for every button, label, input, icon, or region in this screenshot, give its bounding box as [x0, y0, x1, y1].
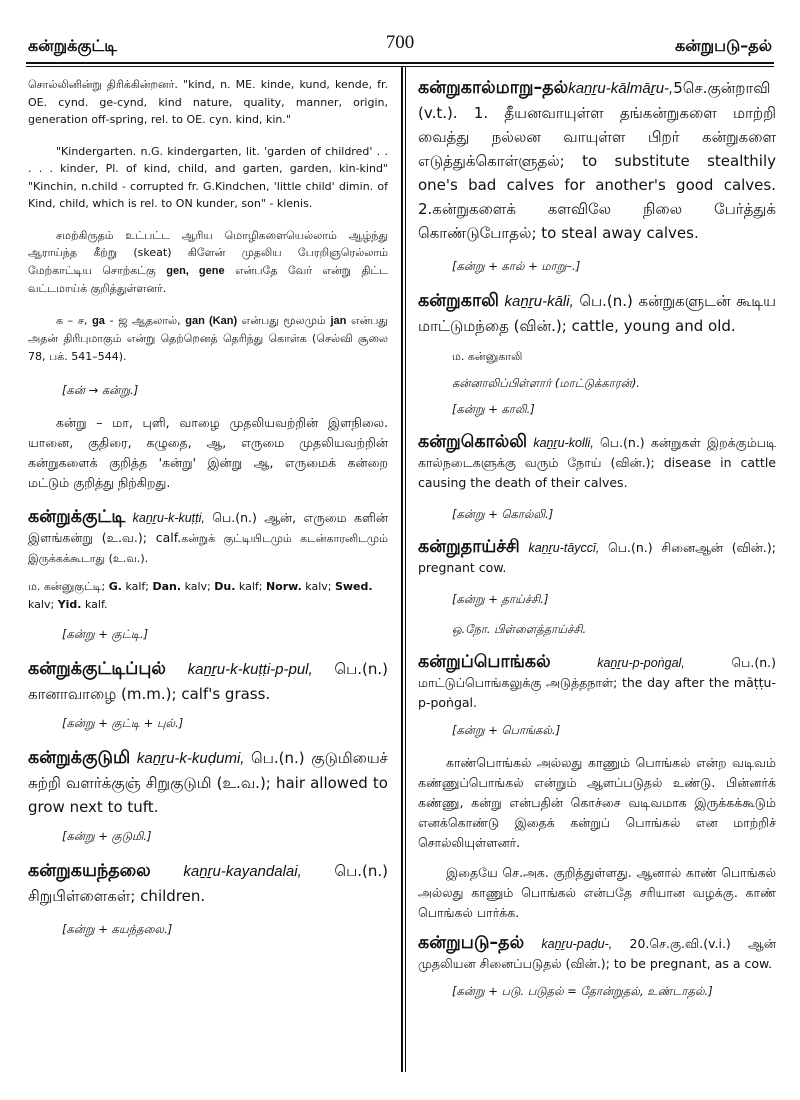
transliteration: kaṉṟu-k-kuḍumi,: [136, 750, 245, 767]
definition: பெ.(n.) சினைஆன் (வின்.); pregnant cow.: [418, 539, 776, 575]
transliteration: kaṉṟu-kolli,: [533, 435, 594, 450]
headword: கன்றுப்பொங்கல்: [418, 651, 551, 672]
etymology-note: [கன்று + கொல்லி.]: [452, 506, 554, 521]
sub-note: கன்னாலிப்பிள்ளார் (மாட்டுக்காரன்).: [452, 375, 640, 390]
entry-kanru-padu-tal: [418, 933, 776, 974]
etymology-note: [கன்று + கயந்தலை.]: [62, 922, 173, 936]
right-column: [418, 76, 776, 1074]
example: கன்றுக் குட்டியிடமும் கடன்காரனிடமும் இருக்கக்கூடாது (உ.வ.).: [28, 532, 388, 565]
etymology-note: [கன்று + குட்டி.]: [62, 627, 149, 641]
definition: 20.செ.கு.வி.(v.i.) ஆன் முதலியன சினைப்படுதல் (வின்.); to be pregnant, as a cow.: [418, 935, 776, 971]
entry-kanru-kali: [418, 289, 776, 338]
headword: கன்றுகாலி: [418, 291, 499, 311]
transliteration: kaṉṟu-kālmāṟu-,: [568, 80, 674, 97]
etymology-note: [கன்று + குட்டி + புல்.]: [62, 716, 184, 730]
sub-note: ஒ.நோ. பிள்ளைத்தாய்ச்சி.: [452, 621, 587, 636]
etymology-note: [கன்று + தாய்ச்சி.]: [452, 591, 549, 606]
etymology-note: [கன்று + காலி.]: [452, 401, 535, 416]
transliteration: kaṉṟu-p-poṅgal,: [597, 655, 685, 670]
cognates: ம. கன்னுகாலி: [452, 350, 523, 363]
left-column: [28, 76, 388, 1074]
transliteration: kaṉṟu-kāli,: [504, 293, 574, 310]
entry-kanru-kalmaru-tal: [418, 76, 776, 245]
header-rule-thin: [26, 66, 774, 67]
transliteration: kaṉṟu-k-kuṭṭi,: [132, 511, 205, 525]
entry-kanru-k-kudumi: [28, 746, 388, 819]
headword: கன்றுக்குடுமி: [28, 748, 131, 768]
running-head-left: கன்றுக்குட்டி: [28, 36, 117, 55]
cognates: ம. கன்னுகுட்டி; G. kalf; Dan. kalv; Du. kalf; Norw. kalv; Swed. kalv; Yid. kalf.: [28, 580, 373, 611]
column-divider-thin: [405, 66, 406, 1072]
transliteration: kaṉṟu-tāyccī,: [528, 540, 600, 555]
headword: கன்றுக்குட்டிப்புல்: [28, 659, 166, 679]
entry-kanru-p-pongal: [418, 652, 776, 713]
transliteration: kaṉṟu-paḍu-,: [541, 936, 613, 951]
entry-kanru-tayccī: [418, 537, 776, 578]
definition: 5செ.குன்றாவி (v.t.). 1. தீயனவாயுள்ள தங்கன்றுகளை மாற்றி வைத்து நல்லன வாயுள்ள பிறர் கன்றுகளை எடுத்துக்கொள்ளுதல்; to substitute stealthily one's bad calves for another's good calves. 2.கன்றுகளைக் களவிலே நிலை பேர்த்துக் கொண்டுபோதல்; to steal away calves.: [418, 79, 776, 242]
etymology-paragraph-1: சொல்லினின்று திரிக்கின்றனர். "kind, n. ME. kinde, kund, kende, fr. OE. cynd. ge-cynd, kind nature, quality, manner, origin, generation off-spring, rel. to OE. cyn. kind, kin.": [28, 78, 388, 126]
etymology-note: [கன்று + கால் + மாறு–.]: [452, 259, 581, 273]
entry-kanru-k-kutti: [28, 507, 388, 568]
etymology-paragraph-3: சமற்கிருதம் உட்பட்ட ஆரிய மொழிகளையெல்லாம் ஆழ்ந்து ஆராய்ந்த கீற்று (skeat) கிளேன் முதலிய பேரறிஞரெல்லாம் மேற்காட்டிய சொற்கட்கு gen, gene என்பதே வேர் என்று திட்ட வட்டமாய்க் குறித்துள்ளனர்.: [28, 228, 388, 295]
definition: பெ.(n.) கன்றுகளுடன் கூடிய மாட்டுமந்தை (வின்.); cattle, young and old.: [418, 292, 776, 335]
etymology-note: [கன்று + குடுமி.]: [62, 829, 152, 843]
usage-paragraph: இதையே செ.அக. குறித்துள்ளது. ஆனால் காண் பொங்கல் அல்லது காணும் பொங்கல் என்பதே சரியான வழக்கு. காண் பொங்கல் பார்க்க.: [418, 864, 776, 920]
headword: கன்றுகொல்லி: [418, 431, 528, 452]
etymology-note: [கன்று + பொங்கல்.]: [452, 722, 561, 737]
usage-paragraph: கன்று – மா, புளி, வாழை முதலியவற்றின் இளநிலை. யானை, குதிரை, கழுதை, ஆ, எருமை முதலியவற்றின் கன்றுகளைக் குறித்த 'கன்று' இன்று ஆ, எருமைக் கன்றை மட்டும் குறித்து நிற்கிறது.: [28, 415, 388, 490]
transliteration: kaṉṟu-kayandalai,: [183, 863, 302, 880]
entry-kanru-k-kutti-p-pul: [28, 657, 388, 706]
definition: பெ.(n.) குடுமியைச் சுற்றி வளர்க்குஞ் சிறுகுடுமி (உ.வ.); hair allowed to grow next to tuft.: [28, 749, 388, 816]
usage-paragraph: காண்பொங்கல் அல்லது காணும் பொங்கல் என்ற வடிவம் கண்ணுப்பொங்கல் என்றும் ஆளப்படுதல் உண்டு. பின்னர்க் கண்ணு, கன்று என்பதின் கொச்சை வடிவமாக இருக்கக்கூடும் எனக்கொண்டு இதைக் கன்றுப் பொங்கல் என மாற்றிச் சொல்லியுள்ளனர்.: [418, 754, 776, 850]
headword: கன்றுகால்மாறு–தல்: [418, 78, 569, 98]
etymology-paragraph-2: "Kindergarten. n.G. kindergarten, lit. 'garden of childred' . . . . . kinder, Pl. of kind, child, and garten, garden, kin-kind" "Kinchin, n.child - corrupted fr. G.Kindchen, 'little child' dimin. of Kind, child, which is rel. to ON kunder, son" - klenis.: [28, 144, 388, 210]
column-divider: [401, 66, 403, 1072]
headword: கன்றுதாய்ச்சி: [418, 536, 520, 557]
header-rule: [26, 62, 774, 64]
definition: பெ.(n.) ஆன், எருமை களின் இளங்கன்று (உ.வ.); calf.: [28, 510, 388, 545]
definition: பெ.(n.) கன்றுகள் இறக்கும்படி கால்நடைகளுக்கு வரும் நோய் (வின்.); disease in cattle causing the death of their calves.: [418, 434, 776, 490]
running-head-right: கன்றுபடு–தல்: [674, 36, 772, 55]
transliteration: kaṉṟu-k-kuṭṭi-p-pul,: [187, 661, 313, 678]
etymology-paragraph-4: க – ச, ga - ஜ ஆதலால், gan (Kan) என்பது மூலமும் jan என்பது அதன் திரிபுமாகும் என்று தெற்றெனத் தெரிந்து கொள்க (செல்வி சூலை 78, பக். 541–544).: [28, 313, 388, 363]
definition: பெ.(n.) சிறுபிள்ளைகள்; children.: [28, 862, 388, 905]
definition: பெ.(n.) கானாவாழை (m.m.); calf's grass.: [28, 660, 388, 703]
etymology-note: [கன்று + படு. படுதல் = தோன்றுதல், உண்டாதல்.]: [452, 983, 713, 998]
definition: பெ.(n.) மாட்டுப்பொங்கலுக்கு அடுத்தநாள்; the day after the māṭṭu-p-poṅgal.: [418, 654, 776, 710]
headword: கன்றுக்குட்டி: [28, 507, 126, 527]
etymology-note: [கன் → கன்று.]: [62, 383, 139, 397]
page-number: 700: [385, 32, 415, 53]
entry-kanru-kolli: [418, 432, 776, 493]
entry-kanru-kayandalai: [28, 859, 388, 908]
headword: கன்றுபடு–தல்: [418, 932, 525, 953]
headword: கன்றுகயந்தலை: [28, 861, 151, 881]
